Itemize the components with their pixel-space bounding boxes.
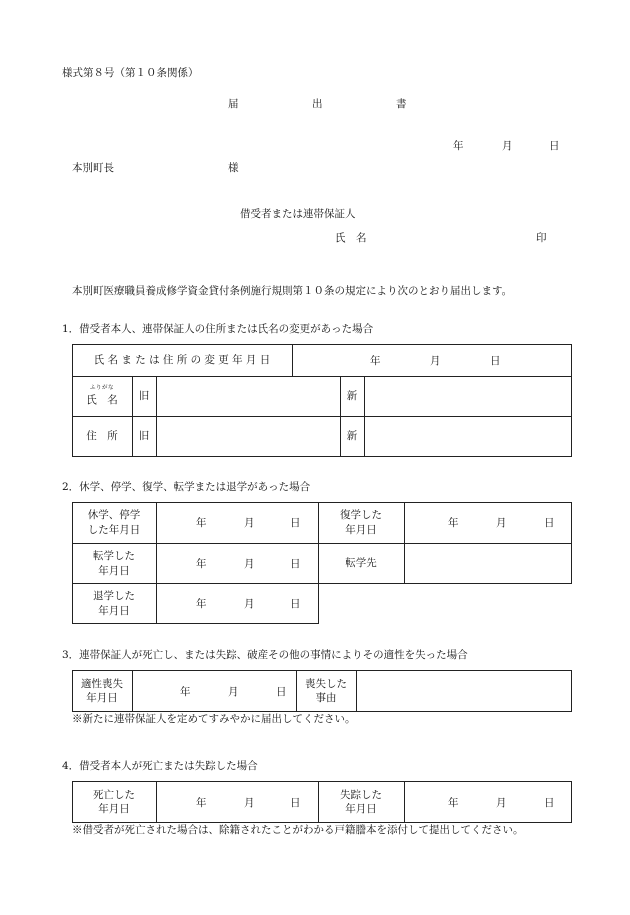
name-new-label: 新 bbox=[346, 389, 358, 402]
title-char-1: 届 bbox=[228, 98, 239, 110]
missing-month: 月 bbox=[496, 796, 507, 809]
missing-label-line1: 失踪した bbox=[340, 788, 382, 801]
lost-day: 日 bbox=[276, 685, 287, 698]
return-label-line2: 年月日 bbox=[345, 523, 377, 536]
lost-label-line1: 適性喪失 bbox=[81, 677, 123, 690]
transfer-day: 日 bbox=[290, 558, 301, 570]
applicant-role: 借受者または連帯保証人 bbox=[240, 208, 356, 220]
address-new-field[interactable] bbox=[364, 416, 572, 457]
reason-field[interactable] bbox=[356, 670, 572, 712]
intro-text: 本別町医療職員養成修学資金貸付条例施行規則第１０条の規定により次のとおり届出します。 bbox=[72, 285, 513, 297]
return-label-line1: 復学した bbox=[340, 509, 382, 522]
section3-note: ※新たに連帯保証人を定めてすみやかに届出してください。 bbox=[72, 713, 356, 725]
change-date-year: 年 bbox=[370, 354, 381, 367]
death-label-line1: 死亡した bbox=[93, 788, 135, 801]
title-char-2: 出 bbox=[312, 98, 323, 110]
missing-year: 年 bbox=[448, 796, 459, 809]
lost-date-field[interactable] bbox=[132, 670, 296, 712]
leave-date-field[interactable] bbox=[156, 502, 318, 543]
leave-label bbox=[72, 502, 156, 543]
leave-label-line1: 休学、停学 bbox=[87, 509, 141, 522]
lost-month: 月 bbox=[228, 685, 239, 698]
transfer-dest-field[interactable] bbox=[404, 543, 572, 584]
transfer-year: 年 bbox=[196, 558, 207, 570]
transfer-label bbox=[72, 543, 156, 584]
reason-label-line1: 喪失した bbox=[305, 677, 347, 690]
death-day: 日 bbox=[290, 796, 301, 809]
withdraw-month: 月 bbox=[244, 598, 255, 610]
name-old-label: 旧 bbox=[138, 389, 150, 402]
transfer-month: 月 bbox=[244, 558, 255, 570]
withdraw-day: 日 bbox=[290, 598, 301, 610]
transfer-label-line1: 転学した bbox=[93, 550, 135, 563]
lost-label bbox=[72, 670, 132, 712]
section4-title: 4．借受者本人が死亡または失踪した場合 bbox=[62, 760, 258, 772]
missing-label bbox=[318, 781, 404, 823]
addressee-name: 本別町長 bbox=[72, 162, 114, 174]
leave-month: 月 bbox=[244, 517, 255, 529]
furigana-label: ふりがな bbox=[89, 385, 114, 392]
name-new-field[interactable] bbox=[364, 376, 572, 416]
title-char-3: 書 bbox=[396, 98, 407, 110]
transfer-dest-label: 転学先 bbox=[345, 557, 377, 570]
death-month: 月 bbox=[244, 796, 255, 809]
return-date-field[interactable] bbox=[404, 502, 572, 543]
withdraw-label-line2: 年月日 bbox=[98, 604, 130, 617]
leave-label-line2: した年月日 bbox=[87, 523, 141, 536]
form-number: 様式第８号（第１０条関係） bbox=[62, 67, 199, 79]
address-new-label: 新 bbox=[346, 430, 358, 443]
return-label bbox=[318, 502, 404, 543]
address-label: 住 所 bbox=[86, 430, 118, 443]
death-label-line2: 年月日 bbox=[98, 803, 130, 815]
withdraw-label-line1: 退学した bbox=[93, 590, 135, 603]
change-date-label: 氏 名 ま た は 住 所 の 変 更 年 月 日 bbox=[93, 353, 271, 366]
header-month: 月 bbox=[502, 140, 513, 152]
death-year: 年 bbox=[196, 796, 207, 809]
name-label-cell bbox=[72, 376, 132, 416]
death-label bbox=[72, 781, 156, 823]
reason-label bbox=[296, 670, 356, 712]
header-day: 日 bbox=[549, 140, 560, 152]
lost-label-line2: 年月日 bbox=[86, 692, 118, 704]
return-month: 月 bbox=[496, 517, 507, 529]
missing-date-field[interactable] bbox=[404, 781, 572, 823]
withdraw-label bbox=[72, 583, 156, 624]
return-year: 年 bbox=[448, 517, 459, 529]
missing-label-line2: 年月日 bbox=[345, 803, 377, 815]
name-old-field[interactable] bbox=[156, 376, 340, 416]
section2-title: 2．休学、停学、復学、転学または退学があった場合 bbox=[62, 481, 311, 493]
section3-title: 3．連帯保証人が死亡し、または失踪、破産その他の事情によりその適性を失った場合 bbox=[62, 649, 468, 661]
name-label: 氏 名 bbox=[86, 393, 118, 406]
transfer-date-field[interactable] bbox=[156, 543, 318, 584]
address-old-field[interactable] bbox=[156, 416, 340, 457]
missing-day: 日 bbox=[544, 796, 555, 809]
change-date-month: 月 bbox=[430, 354, 441, 367]
leave-day: 日 bbox=[290, 517, 301, 529]
section4-note: ※借受者が死亡された場合は、除籍されたことがわかる戸籍謄本を添付して提出してください。 bbox=[72, 824, 524, 836]
change-date-field[interactable] bbox=[292, 344, 572, 376]
reason-label-line2: 事由 bbox=[315, 692, 337, 704]
change-date-day: 日 bbox=[490, 354, 501, 367]
header-year: 年 bbox=[453, 140, 464, 152]
lost-year: 年 bbox=[180, 685, 191, 698]
address-old-label: 旧 bbox=[138, 430, 150, 443]
applicant-name-label: 氏 名 bbox=[335, 232, 367, 244]
seal-mark: 印 bbox=[536, 232, 547, 244]
section1-title: 1．借受者本人、連帯保証人の住所または氏名の変更があった場合 bbox=[62, 323, 374, 335]
addressee-honorific: 様 bbox=[228, 162, 239, 174]
withdraw-year: 年 bbox=[196, 598, 207, 610]
transfer-label-line2: 年月日 bbox=[98, 564, 130, 577]
leave-year: 年 bbox=[196, 517, 207, 529]
return-day: 日 bbox=[544, 517, 555, 529]
withdraw-date-field[interactable] bbox=[156, 583, 318, 624]
death-date-field[interactable] bbox=[156, 781, 318, 823]
